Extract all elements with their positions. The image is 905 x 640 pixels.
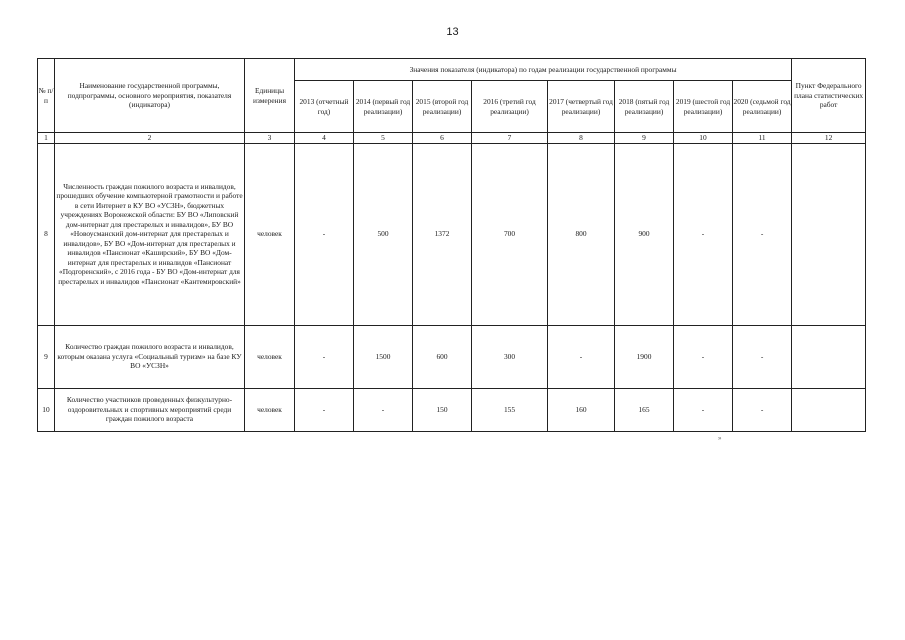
value-cell-2017: 160 [548, 388, 615, 431]
header-values-group: Значения показателя (индикатора) по годам реализации государственной программы [295, 59, 792, 81]
value-cell-2018: 1900 [615, 325, 674, 388]
value-cell-2015: 150 [413, 388, 472, 431]
column-number: 6 [413, 133, 472, 144]
column-number: 10 [674, 133, 733, 144]
unit-cell: человек [245, 388, 295, 431]
plan-point-cell [792, 325, 866, 388]
header-year-2016: 2016 (третий год реализации) [472, 81, 548, 133]
column-number: 12 [792, 133, 866, 144]
value-cell-2014: 500 [354, 143, 413, 325]
header-year-2018: 2018 (пятый год реализации) [615, 81, 674, 133]
column-number: 8 [548, 133, 615, 144]
value-cell-2019: - [674, 143, 733, 325]
unit-cell: человек [245, 325, 295, 388]
indicator-name: Численность граждан пожилого возраста и инвалидов, прошедших обучение компьютерной грамотности и работе в сети Интернет в КУ ВО «УСЗН», бюджетных учреждениях Воронежской области: БУ ВО «Липовский дом-интернат для престарелых и инвалидов», БУ ВО «Новоусманский дом-интернат для престарелых и инвалидов», БУ ВО «Дом-интернат для престарелых и инвалидов «Пансионат «Каширский», БУ ВО «Дом-интернат для престарелых и инвалидов «Пансионат «Подгоренский», с 2016 года - БУ ВО «Дом-интернат для престарелых и инвалидов «Пансионат «Кантемировский» [55, 143, 245, 325]
column-number: 4 [295, 133, 354, 144]
indicator-name: Количество участников проведенных физкультурно-оздоровительных и спортивных мероприятий среди граждан пожилого возраста [55, 388, 245, 431]
indicators-table [37, 58, 866, 432]
unit-cell: человек [245, 143, 295, 325]
header-year-2015: 2015 (второй год реализации) [413, 81, 472, 133]
value-cell-2018: 900 [615, 143, 674, 325]
row-number: 9 [38, 325, 55, 388]
column-number: 9 [615, 133, 674, 144]
value-cell-2019: - [674, 325, 733, 388]
value-cell-2020: - [733, 388, 792, 431]
value-cell-2014: 1500 [354, 325, 413, 388]
value-cell-2013: - [295, 388, 354, 431]
value-cell-2017: 800 [548, 143, 615, 325]
column-number: 3 [245, 133, 295, 144]
indicator-name: Количество граждан пожилого возраста и инвалидов, которым оказана услуга «Социальный туризм» на базе КУ ВО «УСЗН» [55, 325, 245, 388]
row-number: 10 [38, 388, 55, 431]
column-number: 2 [55, 133, 245, 144]
value-cell-2018: 165 [615, 388, 674, 431]
value-cell-2019: - [674, 388, 733, 431]
value-cell-2013: - [295, 325, 354, 388]
header-federal-plan-point: Пункт Федерального плана статистических работ [792, 59, 866, 133]
plan-point-cell [792, 143, 866, 325]
header-unit: Единицы измерения [245, 59, 295, 133]
table-row [38, 143, 866, 325]
value-cell-2016: 155 [472, 388, 548, 431]
stray-mark: » [718, 436, 722, 442]
value-cell-2013: - [295, 143, 354, 325]
header-year-2014: 2014 (первый год реализации) [354, 81, 413, 133]
header-year-2017: 2017 (четвертый год реализации) [548, 81, 615, 133]
column-number-row [38, 133, 866, 144]
plan-point-cell [792, 388, 866, 431]
value-cell-2016: 300 [472, 325, 548, 388]
value-cell-2014: - [354, 388, 413, 431]
table-row [38, 388, 866, 431]
column-number: 11 [733, 133, 792, 144]
column-number: 5 [354, 133, 413, 144]
value-cell-2015: 1372 [413, 143, 472, 325]
header-name: Наименование государственной программы, подпрограммы, основного мероприятия, показателя (индикатора) [55, 59, 245, 133]
page-number: 13 [446, 26, 459, 38]
table-row [38, 325, 866, 388]
column-number: 7 [472, 133, 548, 144]
column-number: 1 [38, 133, 55, 144]
value-cell-2015: 600 [413, 325, 472, 388]
value-cell-2020: - [733, 325, 792, 388]
header-year-2013: 2013 (отчетный год) [295, 81, 354, 133]
value-cell-2020: - [733, 143, 792, 325]
value-cell-2016: 700 [472, 143, 548, 325]
header-year-2019: 2019 (шестой год реализации) [674, 81, 733, 133]
row-number: 8 [38, 143, 55, 325]
header-num: № п/п [38, 59, 55, 133]
header-year-2020: 2020 (седьмой год реализации) [733, 81, 792, 133]
value-cell-2017: - [548, 325, 615, 388]
